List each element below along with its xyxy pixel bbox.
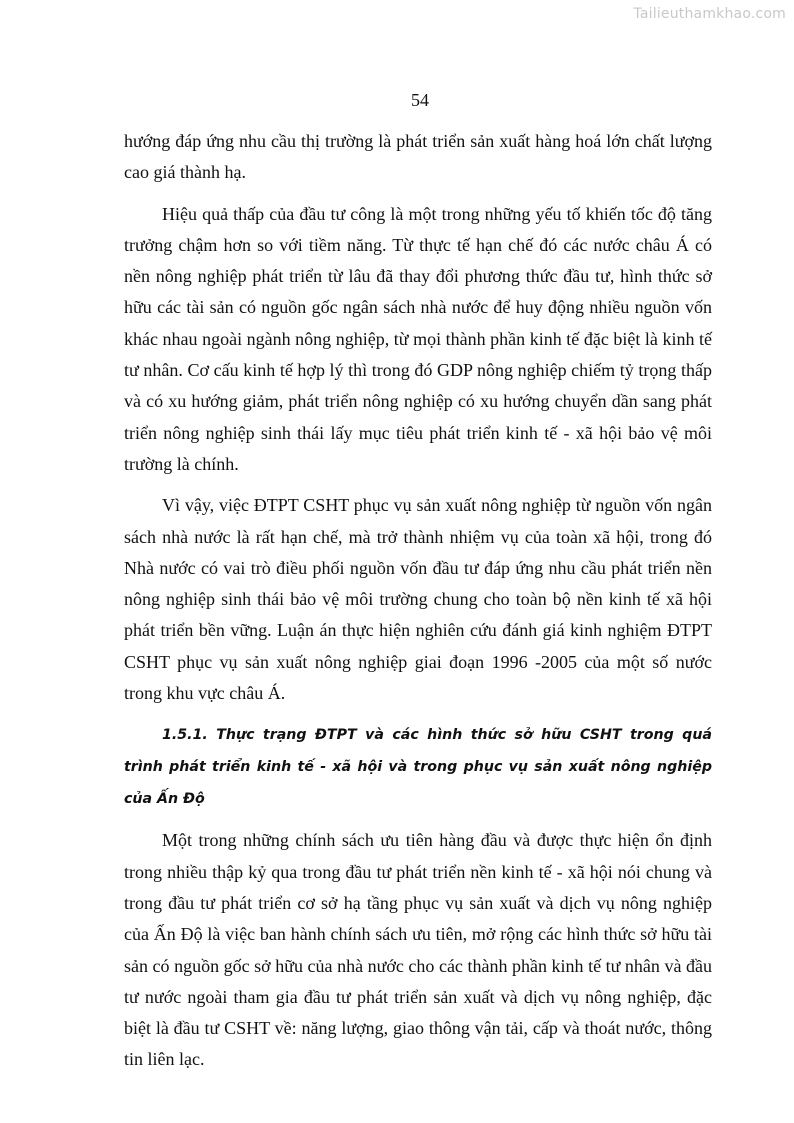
paragraph-public-investment: Hiệu quả thấp của đầu tư công là một trong những yếu tố khiến tốc độ tăng trưởng chậm hơn so với tiềm năng. Từ thực tế hạn chế đó các nước châu Á có nền nông nghiệp phát triển từ lâu đã thay đổi phương thức đầu tư, hình thức sở hữu các tài sản có nguồn gốc ngân sách nhà nước để huy động nhiều nguồn vốn khác nhau ngoài ngành nông nghiệp, từ mọi thành phần kinh tế đặc biệt là kinh tế tư nhân. Cơ cấu kinh tế hợp lý thì trong đó GDP nông nghiệp chiếm tỷ trọng thấp và có xu hướng giảm, phát triển nông nghiệp có xu hướng chuyển dần sang phát triển nông nghiệp sinh thái lấy mục tiêu phát triển kinh tế - xã hội bảo vệ môi trường là chính. [124,203,712,474]
document-body [124,126,712,1076]
paragraph-continuation: hướng đáp ứng nhu cầu thị trường là phát triển sản xuất hàng hoá lớn chất lượng cao giá thành hạ. [124,131,712,183]
section-heading: 1.5.1. Thực trạng ĐTPT và các hình thức sở hữu CSHT trong quá trình phát triển kinh tế - xã hội và trong phục vụ sản xuất nông nghiệp của Ấn Độ [124,727,712,808]
watermark: Tailieuthamkhao.com [633,6,786,22]
page-number: 54 [411,90,429,110]
paragraph-india-policy: Một trong những chính sách ưu tiên hàng đầu và được thực hiện ổn định trong nhiều thập kỷ qua trong đầu tư phát triển nền kinh tế - xã hội nói chung và trong đầu tư phát triển cơ sở hạ tầng phục vụ sản xuất và dịch vụ nông nghiệp của Ấn Độ là việc ban hành chính sách ưu tiên, mở rộng các hình thức sở hữu tài sản có nguồn gốc sở hữu của nhà nước cho các thành phần kinh tế tư nhân và đầu tư nước ngoài tham gia đầu tư phát triển sản xuất và dịch vụ nông nghiệp, đặc biệt là đầu tư CSHT về: năng lượng, giao thông vận tải, cấp và thoát nước, thông tin liên lạc. [124,830,712,1070]
paragraph-infrastructure-investment: Vì vậy, việc ĐTPT CSHT phục vụ sản xuất nông nghiệp từ nguồn vốn ngân sách nhà nước là rất hạn chế, mà trở thành nhiệm vụ của toàn xã hội, trong đó Nhà nước có vai trò điều phối nguồn vốn đầu tư đáp ứng nhu cầu phát triển nền nông nghiệp sinh thái bảo vệ môi trường chung cho toàn bộ nền kinh tế xã hội phát triển bền vững. Luận án thực hiện nghiên cứu đánh giá kinh nghiệm ĐTPT CSHT phục vụ sản xuất nông nghiệp giai đoạn 1996 -2005 của một số nước trong khu vực châu Á. [124,495,712,704]
